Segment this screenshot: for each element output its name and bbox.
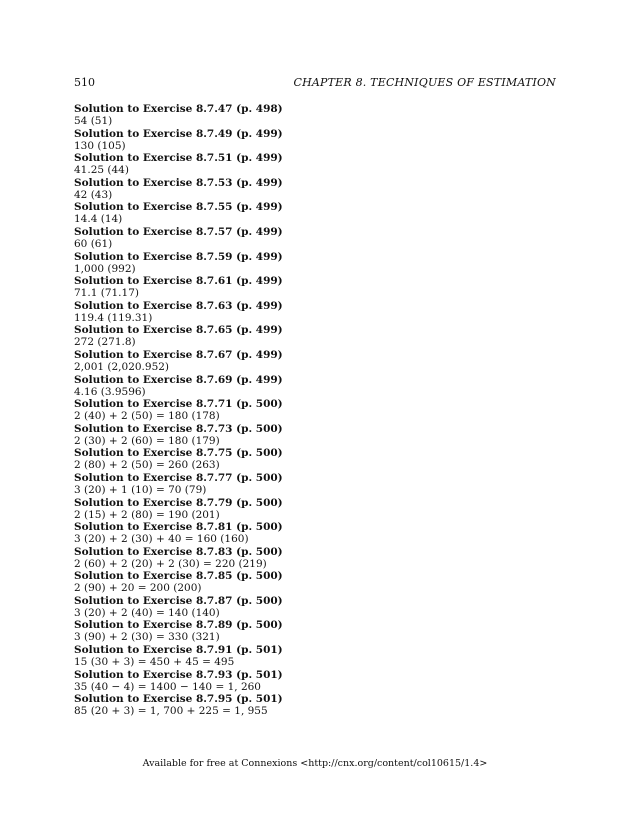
solution-title: Solution to Exercise 8.7.95 (p. 501) <box>74 693 283 706</box>
solution-entry <box>74 497 374 522</box>
solution-entry <box>74 226 374 251</box>
solution-title: Solution to Exercise 8.7.73 (p. 500) <box>74 422 283 435</box>
page-footer: Available for free at Connexions <http://cnx.org/content/col10615/1.4> <box>142 758 488 769</box>
solution-answer: 1,000 (992) <box>74 262 136 275</box>
solution-title: Solution to Exercise 8.7.69 (p. 499) <box>74 373 283 386</box>
solution-answer: 54 (51) <box>74 115 113 127</box>
solution-entry <box>74 103 374 128</box>
solution-entry <box>74 570 374 595</box>
solution-answer: 2 (90) + 20 = 200 (200) <box>74 582 202 595</box>
solution-answer: 14.4 (14) <box>74 213 123 226</box>
solution-entry <box>74 521 374 546</box>
solution-entry <box>74 374 374 399</box>
solution-title: Solution to Exercise 8.7.81 (p. 500) <box>74 521 283 534</box>
solution-answer: 3 (20) + 2 (30) + 40 = 160 (160) <box>74 533 249 546</box>
solution-title: Solution to Exercise 8.7.83 (p. 500) <box>74 545 283 558</box>
solution-title: Solution to Exercise 8.7.85 (p. 500) <box>74 570 283 583</box>
solution-answer: 15 (30 + 3) = 450 + 45 = 495 <box>74 656 235 669</box>
solution-entry <box>74 300 374 325</box>
solution-title: Solution to Exercise 8.7.51 (p. 499) <box>74 152 283 165</box>
solution-entry <box>74 644 374 669</box>
solution-entry <box>74 349 374 374</box>
solution-entry <box>74 324 374 349</box>
solution-answer: 60 (61) <box>74 237 113 250</box>
page-number: 510 <box>74 76 95 89</box>
solution-title: Solution to Exercise 8.7.71 (p. 500) <box>74 398 283 411</box>
solution-entry <box>74 251 374 276</box>
solution-entry <box>74 177 374 202</box>
solution-title: Solution to Exercise 8.7.87 (p. 500) <box>74 594 283 607</box>
solution-entry <box>74 595 374 620</box>
solution-entry <box>74 669 374 694</box>
solution-answer: 2 (15) + 2 (80) = 190 (201) <box>74 508 220 521</box>
solution-answer: 35 (40 − 4) = 1400 − 140 = 1, 260 <box>74 680 261 693</box>
solution-answer: 4.16 (3.9596) <box>74 385 146 398</box>
solution-title: Solution to Exercise 8.7.49 (p. 499) <box>74 127 283 140</box>
solution-entry <box>74 447 374 472</box>
solutions-list <box>74 103 374 718</box>
solution-title: Solution to Exercise 8.7.47 (p. 498) <box>74 103 283 115</box>
solution-entry <box>74 201 374 226</box>
solution-answer: 119.4 (119.31) <box>74 311 153 324</box>
solution-title: Solution to Exercise 8.7.77 (p. 500) <box>74 471 283 484</box>
solution-title: Solution to Exercise 8.7.57 (p. 499) <box>74 225 283 238</box>
solution-answer: 41.25 (44) <box>74 164 129 177</box>
solution-answer: 42 (43) <box>74 188 113 201</box>
solution-entry <box>74 472 374 497</box>
solution-answer: 2 (80) + 2 (50) = 260 (263) <box>74 459 220 472</box>
solution-title: Solution to Exercise 8.7.75 (p. 500) <box>74 447 283 460</box>
solution-title: Solution to Exercise 8.7.93 (p. 501) <box>74 668 283 681</box>
solution-title: Solution to Exercise 8.7.61 (p. 499) <box>74 275 283 288</box>
solution-entry <box>74 546 374 571</box>
solution-entry <box>74 398 374 423</box>
solution-title: Solution to Exercise 8.7.59 (p. 499) <box>74 250 283 263</box>
solution-entry <box>74 619 374 644</box>
page-header <box>74 76 556 92</box>
solution-answer: 2 (60) + 2 (20) + 2 (30) = 220 (219) <box>74 557 267 570</box>
solution-entry <box>74 275 374 300</box>
solution-answer: 3 (20) + 1 (10) = 70 (79) <box>74 483 207 496</box>
solution-title: Solution to Exercise 8.7.91 (p. 501) <box>74 644 283 657</box>
solution-answer: 71.1 (71.17) <box>74 287 139 300</box>
solution-title: Solution to Exercise 8.7.67 (p. 499) <box>74 348 283 361</box>
chapter-title: CHAPTER 8. TECHNIQUES OF ESTIMATION <box>293 76 556 89</box>
solution-answer: 130 (105) <box>74 139 126 152</box>
solution-answer: 3 (20) + 2 (40) = 140 (140) <box>74 606 220 619</box>
solution-title: Solution to Exercise 8.7.53 (p. 499) <box>74 176 283 189</box>
solution-answer: 272 (271.8) <box>74 336 136 349</box>
solution-title: Solution to Exercise 8.7.55 (p. 499) <box>74 201 283 214</box>
solution-entry <box>74 693 374 718</box>
solution-title: Solution to Exercise 8.7.65 (p. 499) <box>74 324 283 337</box>
solution-answer: 2 (40) + 2 (50) = 180 (178) <box>74 410 220 423</box>
solution-entry <box>74 152 374 177</box>
solution-title: Solution to Exercise 8.7.63 (p. 499) <box>74 299 283 312</box>
solution-answer: 3 (90) + 2 (30) = 330 (321) <box>74 631 220 644</box>
solution-entry <box>74 423 374 448</box>
solution-title: Solution to Exercise 8.7.79 (p. 500) <box>74 496 283 509</box>
solution-answer: 2,001 (2,020.952) <box>74 360 170 373</box>
solution-answer: 85 (20 + 3) = 1, 700 + 225 = 1, 955 <box>74 705 268 718</box>
solution-answer: 2 (30) + 2 (60) = 180 (179) <box>74 434 220 447</box>
solution-entry <box>74 128 374 153</box>
solution-title: Solution to Exercise 8.7.89 (p. 500) <box>74 619 283 632</box>
